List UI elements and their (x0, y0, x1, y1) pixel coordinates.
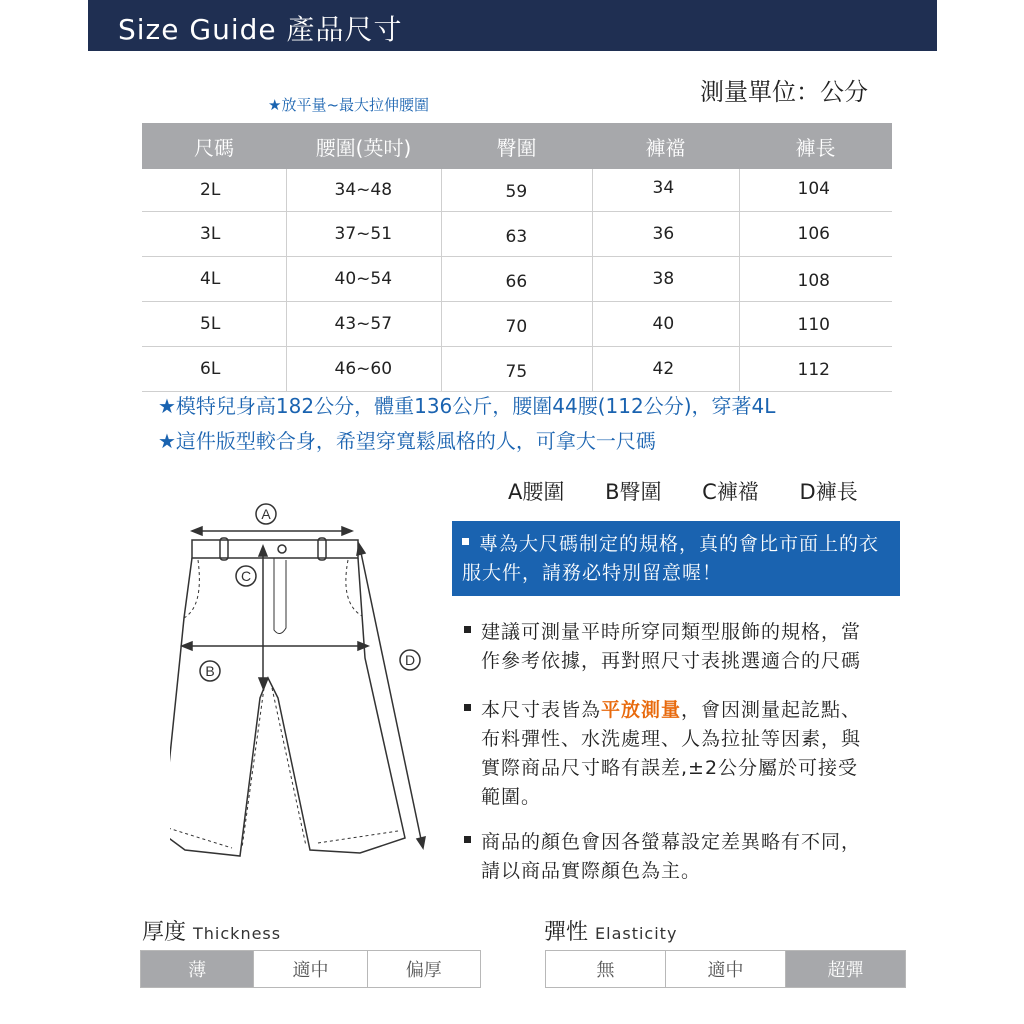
legend-waist: A腰圍 (508, 480, 565, 504)
fit-note: ★這件版型較合身，希望穿寬鬆風格的人，可拿大一尺碼 (158, 429, 656, 453)
header-hip: 臀圍 (441, 123, 592, 169)
thickness-option-thin: 薄 (141, 951, 253, 987)
model-note: ★模特兒身高182公分，體重136公斤，腰圍44腰(112公分)，穿著4L (158, 394, 776, 418)
cell-size: 2L (142, 169, 286, 212)
table-row (142, 302, 892, 347)
cell-size: 4L (142, 257, 286, 302)
table-row (142, 257, 892, 302)
measurement-legend (508, 476, 892, 506)
marker-b (200, 661, 220, 681)
marker-d (400, 650, 420, 670)
svg-text:C: C (240, 568, 252, 584)
cell-rise: 42 (592, 347, 739, 392)
cell-waist: 37~51 (286, 212, 441, 257)
cell-length: 112 (739, 347, 892, 392)
cell-size: 5L (142, 302, 286, 347)
pants-diagram (170, 498, 435, 878)
bullet-icon (464, 704, 471, 711)
pocket-left (184, 560, 199, 618)
table-row (142, 212, 892, 257)
bullet-icon (462, 538, 469, 545)
cell-length: 106 (739, 212, 892, 257)
cell-hip: 63 (441, 212, 592, 257)
notice-box (452, 521, 900, 596)
cell-hip: 75 (441, 347, 592, 392)
cell-size: 6L (142, 347, 286, 392)
belt-loop (220, 538, 228, 560)
pants-waistband (192, 540, 358, 558)
header-bar (88, 0, 937, 51)
svg-text:B: B (205, 663, 215, 679)
bullet-icon (464, 626, 471, 633)
marker-a (256, 504, 276, 524)
table-row (142, 347, 892, 392)
cell-length: 104 (739, 169, 892, 212)
cell-size: 3L (142, 212, 286, 257)
button-icon (278, 545, 286, 553)
elasticity-title: 彈性 Elasticity (544, 920, 678, 945)
measure-note: ★放平量~最大拉伸腰圍 (268, 96, 430, 114)
marker-c (236, 566, 256, 586)
cell-waist: 43~57 (286, 302, 441, 347)
cell-hip: 70 (441, 302, 592, 347)
thickness-title: 厚度 Thickness (142, 920, 282, 945)
legend-rise: C褲襠 (702, 480, 759, 504)
cell-rise: 34 (592, 169, 739, 212)
table-row (142, 169, 892, 212)
cell-waist: 46~60 (286, 347, 441, 392)
cell-waist: 34~48 (286, 169, 441, 212)
page-title: Size Guide 產品尺寸 (118, 13, 403, 46)
cell-rise: 38 (592, 257, 739, 302)
elasticity-option-super: 超彈 (785, 951, 905, 987)
header-length: 褲長 (739, 123, 892, 169)
size-table (142, 123, 892, 392)
bullet-icon (464, 836, 471, 843)
highlight-text: 平放測量 (601, 699, 682, 721)
cell-rise: 40 (592, 302, 739, 347)
pants-fly (274, 558, 286, 634)
elasticity-scale (545, 950, 906, 988)
note-item: 本尺寸表皆為平放測量，會因測量起訖點、 布料彈性、水洗處理、人為拉扯等因素，與 實際商品尺寸略有誤差,±2公分屬於可接受 範圍。 (464, 696, 904, 812)
elasticity-option-medium: 適中 (665, 951, 785, 987)
note-item: 建議可測量平時所穿同類型服飾的規格，當 作參考依據，再對照尺寸表挑選適合的尺碼 (464, 618, 904, 676)
legend-length: D褲長 (799, 480, 858, 504)
unit-label: 測量單位：公分 (700, 78, 868, 106)
pants-outline (170, 558, 405, 856)
cell-rise: 36 (592, 212, 739, 257)
cell-length: 108 (739, 257, 892, 302)
thickness-scale (140, 950, 481, 988)
cell-hip: 66 (441, 257, 592, 302)
notice-text: 專為大尺碼制定的規格，真的會比市面上的衣服大件，請務必特別留意喔！ (462, 533, 880, 584)
thickness-option-thick: 偏厚 (367, 951, 480, 987)
svg-text:D: D (404, 652, 416, 668)
belt-loop (318, 538, 326, 560)
header-size: 尺碼 (142, 123, 286, 169)
note-item: 商品的顏色會因各螢幕設定差異略有不同， 請以商品實際顏色為主。 (464, 828, 904, 886)
table-header-row (142, 123, 892, 169)
svg-text:A: A (261, 506, 271, 522)
legend-hip: B臀圍 (605, 480, 662, 504)
thickness-option-medium: 適中 (253, 951, 366, 987)
cell-length: 110 (739, 302, 892, 347)
header-rise: 褲襠 (592, 123, 739, 169)
elasticity-option-none: 無 (596, 960, 615, 981)
cell-hip: 59 (441, 169, 592, 212)
header-waist: 腰圍(英吋) (286, 123, 441, 169)
cell-waist: 40~54 (286, 257, 441, 302)
